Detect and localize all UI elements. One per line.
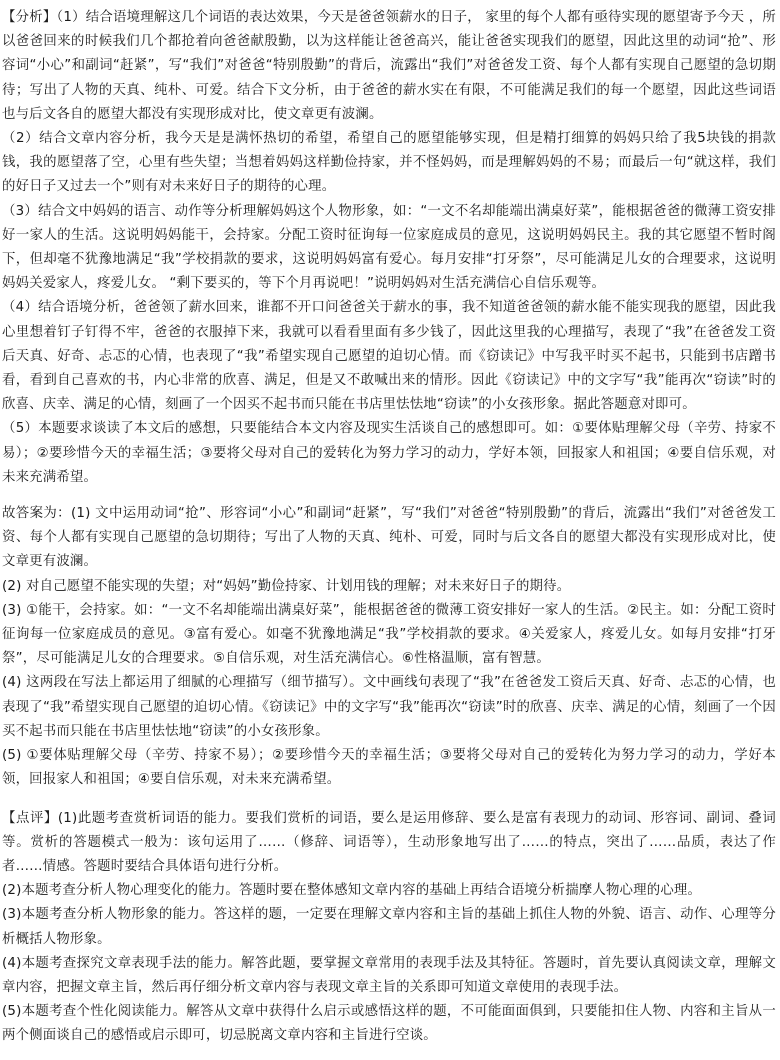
analysis-paragraph-1: 【分析】（1）结合语境理解这几个词语的表达效果，今天是爸爸领薪水的日子， 家里的每个人都有亟待实现的愿望寄予今天 ，所以爸爸回来的时候我们几个都抢着向爸爸献殷勤，以为这样能让爸爸高兴，能让爸爸实现我们的愿望，因此这里的动词“抢”、形容词“小心”和副词“赶紧”，写“我们”对爸爸“特别殷勤”的背后，流露出“我们”对爸爸发工资、每个人都有实现自己愿望的急切期待；写出了人物的天真、纯朴、可爱。结合下文分析，由于爸爸的薪水实在有限，不可能满足我们的每一个愿望，因此这些词语也与后文各自的愿望大都没有实现形成对比，使文章更有波澜。 — [2, 10, 776, 122]
analysis-section — [2, 6, 776, 490]
comment-paragraph-5: (5)本题考查个性化阅读能力。解答从文章中获得什么启示或感悟这样的题，不可能面面俱到，只要能扣住人物、内容和主旨从一两个侧面谈自己的感悟或启示即可，切忌脱离文章内容和主旨进行空谈。 — [2, 1004, 776, 1044]
answer-paragraph-2: (2) 对自己愿望不能实现的失望；对“妈妈”勤俭持家、计划用钱的理解；对未来好日子的期待。 — [2, 578, 571, 594]
comment-paragraph-3: (3)本题考查分析人物形象的能力。答这样的题，一定要在理解文章内容和主旨的基础上抓住人物的外貌、语言、动作、心理等分析概括人物形象。 — [2, 907, 776, 947]
analysis-paragraph-4: （4）结合语境分析，爸爸领了薪水回来，谁都不开口问爸爸关于薪水的事，我不知道爸爸领的薪水能不能实现我的愿望，因此我心里想着钉子钉得不牢，爸爸的衣服掉下来，我就可以看看里面有多少钱了，因此这里我的心理描写，表现了“我”在爸爸发工资后天真、好奇、忐忑的心情，也表现了“我”希望实现自己愿望的迫切心情。而《窃读记》中写我平时买不起书，只能到书店蹭书看，看到自己喜欢的书，内心非常的欣喜、满足，但是又不敢喊出来的情形。因此《窃读记》中的文字写“我”能再次“窃读”时的欣喜、庆幸、满足的心情，刻画了一个因买不起书而只能在书店里怯怯地“窃读”的小女孩形象。据此答题意对即可。 — [2, 300, 776, 413]
analysis-paragraph-3: （3）结合文中妈妈的语言、动作等分析理解妈妈这个人物形象，如：“一文不名却能端出满桌好菜”，能根据爸爸的微薄工资安排好一家人的生活。这说明妈妈能干，会持家。分配工资时征询每一位家庭成员的意见，这说明妈妈民主。我的其它愿望不暂时阁下，但却毫不犹豫地满足“我”学校捐款的要求，这说明妈妈富有爱心。每月安排“打牙祭”，尽可能满足儿女的合理要求，这说明妈妈关爱家人，疼爱儿女。 “剩下要买的，等下个月再说吧！”说明妈妈对生活充满信心自信乐观等。 — [2, 203, 776, 292]
section-spacer — [2, 490, 776, 502]
answer-paragraph-3: (3) ①能干，会持家。如：“一文不名却能端出满桌好菜”，能根据爸爸的微薄工资安排好一家人的生活。②民主。如：分配工资时征询每一位家庭成员的意见。③富有爱心。如毫不犹豫地满足“我”学校捐款的要求。④关爱家人，疼爱儿女。如每月安排“打牙祭”，尽可能满足儿女的合理要求。⑤自信乐观，对生活充满信心。⑥性格温顺，富有智慧。 — [2, 602, 776, 667]
analysis-paragraph-5: （5）本题要求谈读了本文后的感想，只要能结合本文内容及现实生活谈自己的感想即可。如：①要体贴理解父母（辛劳、持家不易）；②要珍惜今天的幸福生活；③要将父母对自己的爱转化为努力学习的动力，学好本领，回报家人和祖国；④要自信乐观，对未来充满希望。 — [2, 421, 776, 485]
comment-paragraph-1: 【点评】(1)此题考查赏析词语的能力。要我们赏析的词语，要么是运用修辞、要么是富有表现力的动词、形容词、副词、叠词等。赏析的答题模式一般为：该句运用了……（修辞、词语等），生动形象地写出了……的特点，突出了……品质，表达了作者……情感。答题时要结合具体语句进行分析。 — [2, 810, 776, 874]
comment-section — [2, 807, 776, 1049]
comment-paragraph-4: (4)本题考查探究文章表现手法的能力。解答此题，要掌握文章常用的表现手法及其特征。答题时，首先要认真阅读文章，理解文章内容，把握文章主旨，然后再仔细分析文章内容与表现文章主旨的关系即可知道文章使用的表现手法。 — [2, 955, 776, 995]
comment-paragraph-2: (2)本题考查分析人物心理变化的能力。答题时要在整体感知文章内容的基础上再结合语境分析揣摩人物心理的心理。 — [2, 883, 702, 899]
section-spacer — [2, 793, 776, 807]
answer-paragraph-1: 故答案为：(1) 文中运用动词“抢”、形容词“小心”和副词“赶紧”，写“我们”对爸爸“特别殷勤”的背后，流露出“我们”对爸爸发工资、每个人都有实现自己愿望的急切期待；写出了人物的天真、纯朴、可爱，同时与后文各自的愿望大都没有实现形成对比，使文章更有波澜。 — [2, 506, 776, 570]
answer-paragraph-4: (4) 这两段在写法上都运用了细腻的心理描写（细节描写）。文中画线句表现了“我”在爸爸发工资后天真、好奇、忐忑的心情，也表现了“我”希望实现自己愿望的迫切心情。《窃读记》中的文字写“我”能再次“窃读”时的欣喜、庆幸、满足的心情，刻画了一个因买不起书而只能在书店里怯怯地“窃读”的小女孩形象。 — [2, 675, 776, 739]
answer-paragraph-5: (5) ①要体贴理解父母（辛劳、持家不易）；②要珍惜今天的幸福生活；③要将父母对自己的爱转化为努力学习的动力，学好本领，回报家人和祖国；④要自信乐观，对未来充满希望。 — [2, 748, 776, 788]
analysis-paragraph-2: （2）结合文章内容分析，我今天是是满怀热切的希望，希望自己的愿望能够实现，但是精打细算的妈妈只给了我5块钱的捐款钱，我的愿望落了空，心里有些失望；当想着妈妈这样勤俭持家，并不怪妈妈，而是理解妈妈的不易；而最后一句“就这样，我们的好日子又过去一个”则有对未来好日子的期待的心理。 — [2, 131, 776, 195]
answer-section — [2, 502, 776, 792]
